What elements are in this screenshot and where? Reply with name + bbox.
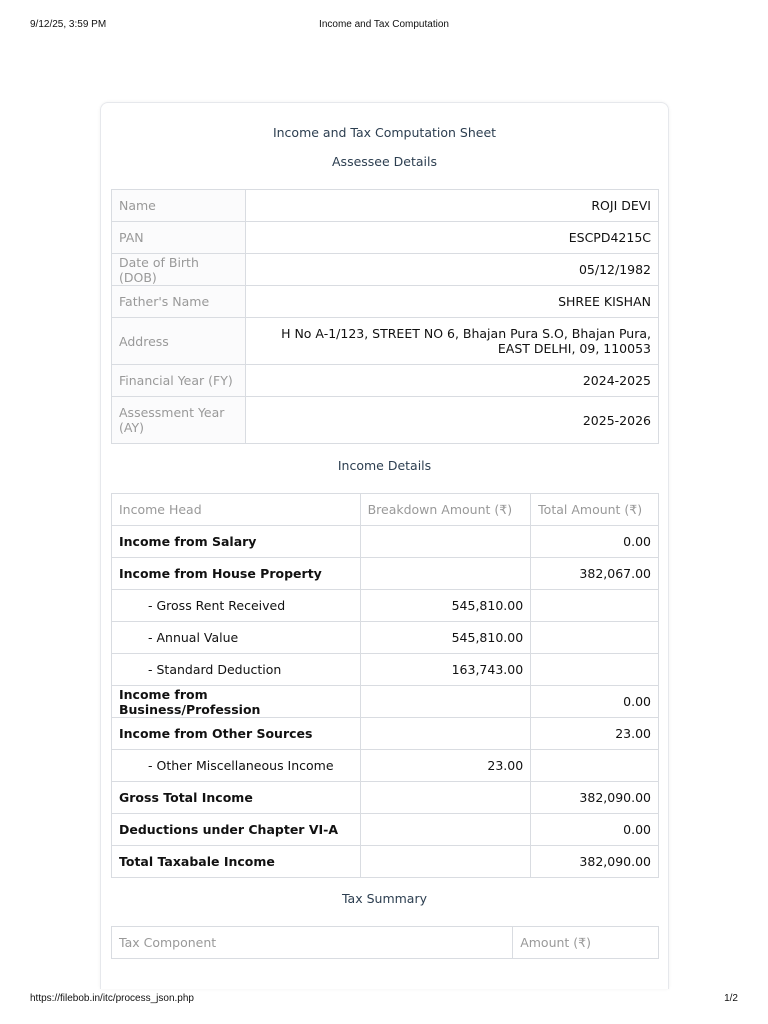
breakdown-amount-cell bbox=[360, 686, 531, 718]
assessee-field-value: 05/12/1982 bbox=[245, 254, 658, 286]
page-number: 1/2 bbox=[724, 993, 738, 1004]
income-row bbox=[112, 718, 659, 750]
print-title: Income and Tax Computation bbox=[319, 19, 449, 30]
income-row bbox=[112, 558, 659, 590]
print-datetime: 9/12/25, 3:59 PM bbox=[30, 19, 107, 30]
tax-heading: Tax Summary bbox=[341, 891, 427, 906]
assessee-field-value: ESCPD4215C bbox=[245, 222, 658, 254]
assessee-field-label: Address bbox=[112, 318, 246, 365]
breakdown-amount-cell: 545,810.00 bbox=[360, 590, 531, 622]
income-header-row bbox=[112, 494, 659, 526]
col-total-amount: Total Amount (₹) bbox=[531, 494, 659, 526]
breakdown-amount-cell bbox=[360, 782, 531, 814]
sheet-title: Income and Tax Computation Sheet bbox=[272, 125, 497, 140]
income-head-cell: - Standard Deduction bbox=[112, 654, 361, 686]
income-head-cell: Income from Other Sources bbox=[112, 718, 361, 750]
breakdown-amount-cell bbox=[360, 558, 531, 590]
income-row bbox=[112, 814, 659, 846]
assessee-field-label: Name bbox=[112, 190, 246, 222]
income-heading: Income Details bbox=[337, 458, 432, 473]
total-amount-cell: 23.00 bbox=[531, 718, 659, 750]
assessee-row bbox=[112, 254, 659, 286]
total-amount-cell: 382,090.00 bbox=[531, 782, 659, 814]
total-amount-cell bbox=[531, 654, 659, 686]
assessee-field-value: 2024-2025 bbox=[245, 365, 658, 397]
assessee-row bbox=[112, 397, 659, 444]
assessee-field-value: ROJI DEVI bbox=[245, 190, 658, 222]
income-row bbox=[112, 846, 659, 878]
income-head-cell: Gross Total Income bbox=[112, 782, 361, 814]
income-row bbox=[112, 782, 659, 814]
assessee-field-label: PAN bbox=[112, 222, 246, 254]
income-head-cell: Income from House Property bbox=[112, 558, 361, 590]
income-head-cell: - Other Miscellaneous Income bbox=[112, 750, 361, 782]
income-head-cell: Total Taxabale Income bbox=[112, 846, 361, 878]
assessee-row bbox=[112, 222, 659, 254]
assessee-field-value: 2025-2026 bbox=[245, 397, 658, 444]
breakdown-amount-cell: 163,743.00 bbox=[360, 654, 531, 686]
assessee-field-label: Assessment Year (AY) bbox=[112, 397, 246, 444]
tax-header-row bbox=[112, 927, 659, 959]
col-income-head: Income Head bbox=[112, 494, 361, 526]
income-row bbox=[112, 526, 659, 558]
computation-sheet-card bbox=[100, 102, 669, 989]
breakdown-amount-cell: 23.00 bbox=[360, 750, 531, 782]
assessee-row bbox=[112, 190, 659, 222]
total-amount-cell: 0.00 bbox=[531, 686, 659, 718]
total-amount-cell bbox=[531, 750, 659, 782]
assessee-heading: Assessee Details bbox=[332, 154, 437, 169]
assessee-row bbox=[112, 365, 659, 397]
breakdown-amount-cell bbox=[360, 526, 531, 558]
print-url: https://filebob.in/itc/process_json.php bbox=[30, 993, 194, 1004]
assessee-row bbox=[112, 286, 659, 318]
assessee-field-value: H No A-1/123, STREET NO 6, Bhajan Pura S.O, Bhajan Pura, EAST DELHI, 09, 110053 bbox=[245, 318, 658, 365]
assessee-field-label: Father's Name bbox=[112, 286, 246, 318]
assessee-field-value: SHREE KISHAN bbox=[245, 286, 658, 318]
col-tax-amount: Amount (₹) bbox=[513, 927, 659, 959]
income-head-cell: - Gross Rent Received bbox=[112, 590, 361, 622]
assessee-field-label: Date of Birth (DOB) bbox=[112, 254, 246, 286]
assessee-row bbox=[112, 318, 659, 365]
breakdown-amount-cell bbox=[360, 718, 531, 750]
total-amount-cell: 0.00 bbox=[531, 526, 659, 558]
income-head-cell: - Annual Value bbox=[112, 622, 361, 654]
assessee-table bbox=[111, 189, 659, 444]
total-amount-cell: 0.00 bbox=[531, 814, 659, 846]
income-head-cell: Income from Salary bbox=[112, 526, 361, 558]
assessee-field-label: Financial Year (FY) bbox=[112, 365, 246, 397]
total-amount-cell: 382,067.00 bbox=[531, 558, 659, 590]
income-row bbox=[112, 622, 659, 654]
income-row bbox=[112, 654, 659, 686]
total-amount-cell bbox=[531, 590, 659, 622]
breakdown-amount-cell bbox=[360, 846, 531, 878]
col-breakdown-amount: Breakdown Amount (₹) bbox=[360, 494, 531, 526]
income-head-cell: Income from Business/Profession bbox=[112, 686, 361, 718]
col-tax-component: Tax Component bbox=[112, 927, 513, 959]
breakdown-amount-cell: 545,810.00 bbox=[360, 622, 531, 654]
total-amount-cell bbox=[531, 622, 659, 654]
income-head-cell: Deductions under Chapter VI-A bbox=[112, 814, 361, 846]
total-amount-cell: 382,090.00 bbox=[531, 846, 659, 878]
income-row bbox=[112, 590, 659, 622]
income-row bbox=[112, 750, 659, 782]
income-row bbox=[112, 686, 659, 718]
income-table bbox=[111, 493, 659, 878]
breakdown-amount-cell bbox=[360, 814, 531, 846]
tax-table bbox=[111, 926, 659, 959]
print-header bbox=[0, 19, 768, 33]
